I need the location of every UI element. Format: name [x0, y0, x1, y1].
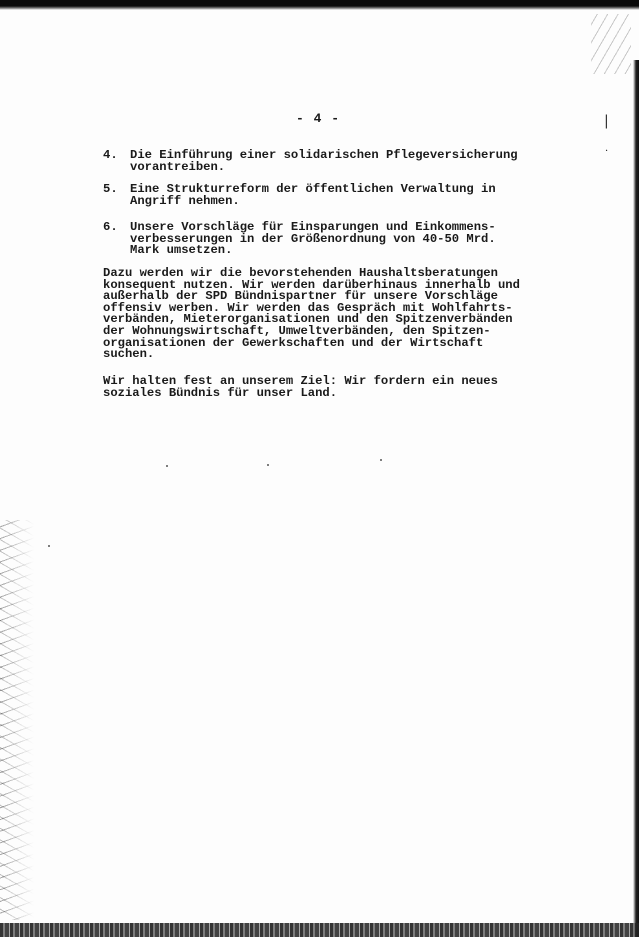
scan-edge-left-noise — [0, 520, 34, 920]
list-item-number: 4. — [103, 148, 118, 162]
scan-speck — [166, 465, 168, 467]
scan-speck — [380, 459, 382, 461]
scan-edge-right — [633, 60, 639, 937]
scan-edge-top — [0, 0, 639, 10]
list-item-number: 5. — [103, 182, 118, 196]
body-paragraph: Dazu werden wir die bevorstehenden Haushaltsberatungen konsequent nutzen. Wir werden darüberhinaus innerhalb und außerhalb der SPD Bündnispartner für unsere Vorschläge offensiv werben. Wir werden das Gespräch mit Wohlfahrts- verbänden, Mieterorganisationen und den Spitzenverbänden der Wohnungswirtschaft, Umweltverbänden, den Spitzen- organisationen der Gewerkschaften und der Wirtschaft suchen. — [103, 266, 520, 362]
scan-edge-bottom — [0, 923, 639, 937]
list-item-text: Die Einführung einer solidarischen Pflegeversicherung vorantreiben. — [130, 148, 518, 174]
margin-mark: · — [605, 146, 609, 157]
scan-speck — [267, 464, 269, 466]
body-paragraph: Wir halten fest an unserem Ziel: Wir fordern ein neues soziales Bündnis für unser Land. — [103, 374, 498, 400]
scan-speck — [48, 545, 50, 547]
list-item-text: Unsere Vorschläge für Einsparungen und Einkommens- verbesserungen in der Größenordnung von 40-50 Mrd. Mark umsetzen. — [130, 220, 496, 258]
scan-corner-noise — [591, 14, 631, 74]
margin-mark: | — [604, 113, 609, 129]
list-item-number: 6. — [103, 220, 118, 234]
list-item-text: Eine Strukturreform der öffentlichen Verwaltung in Angriff nehmen. — [130, 182, 496, 208]
page-number: - 4 - — [296, 111, 341, 126]
